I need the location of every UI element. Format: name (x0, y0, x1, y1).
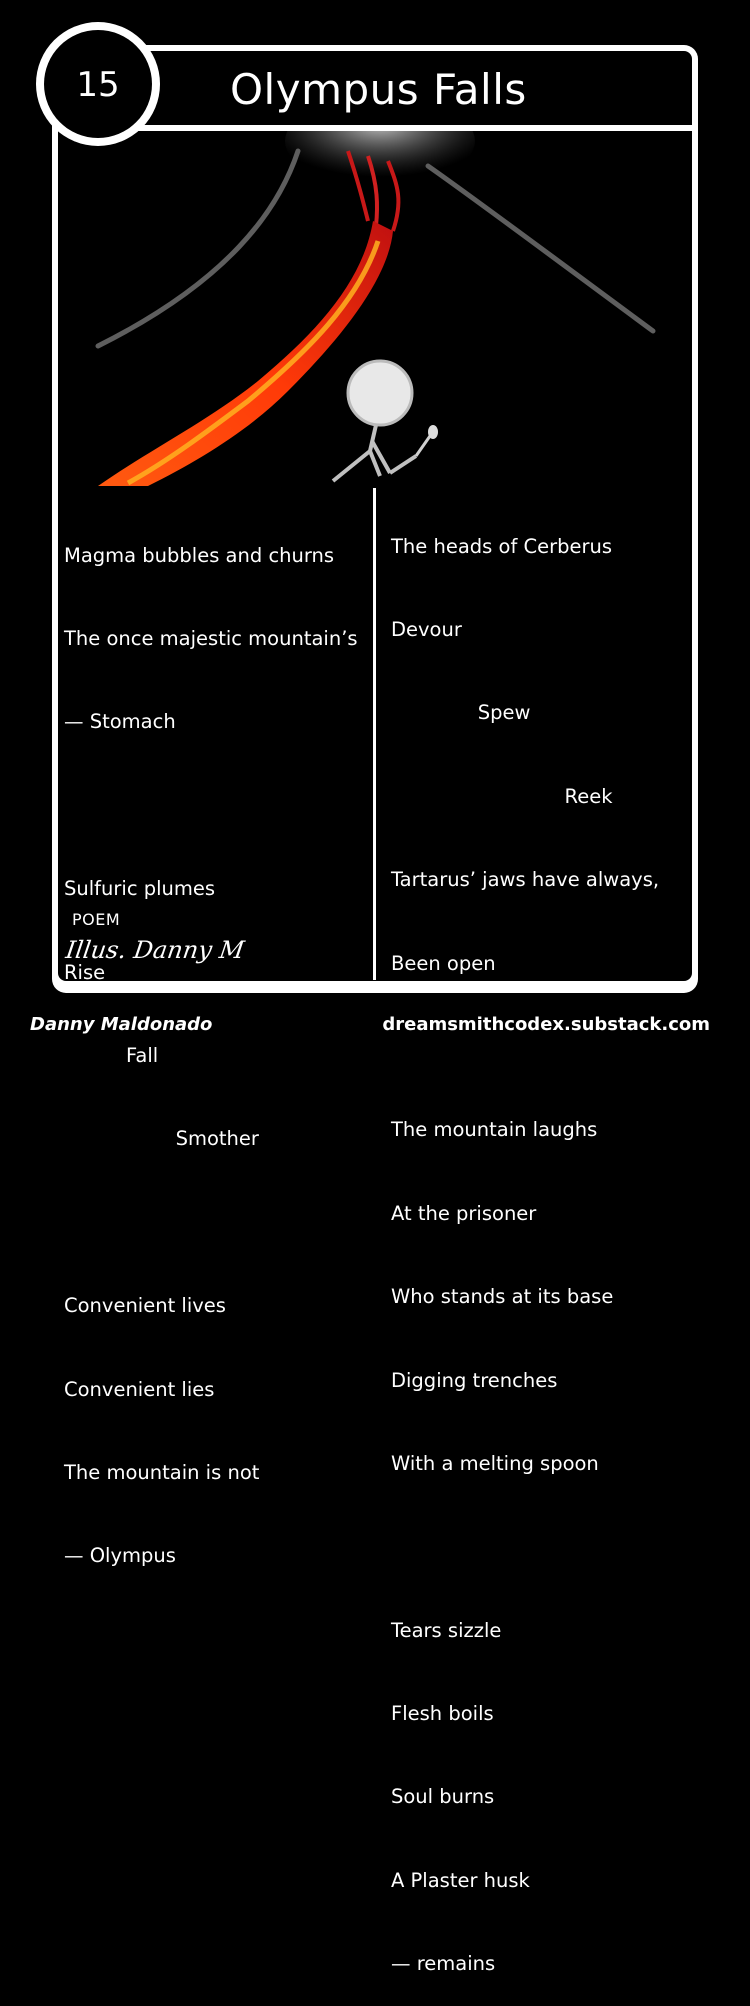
poem-line: Tartarus’ jaws have always, (391, 868, 660, 892)
author-name: Danny Maldonado (30, 1014, 213, 1035)
volcano-illustration (58, 131, 692, 491)
site-link[interactable]: dreamsmithcodex.substack.com (382, 1014, 710, 1035)
poem-line: Spew (391, 701, 531, 725)
card-number: 15 (76, 65, 120, 105)
poem-line (391, 1033, 687, 1061)
column-divider (373, 488, 376, 980)
illustrator-signature: Illus. Danny M (64, 936, 247, 964)
poem-line (391, 1533, 687, 1561)
poem-line: Sulfuric plumes (64, 877, 216, 901)
poem-line: The mountain laughs (391, 1118, 598, 1142)
poem-line: — Stomach (64, 710, 176, 734)
poem-line: Been open (391, 951, 496, 975)
poem-line: The mountain is not (64, 1460, 260, 1484)
poem-line: Convenient lives (64, 1294, 226, 1318)
figure-arm (372, 441, 390, 473)
poem-line: Soul burns (391, 1785, 495, 1809)
poem-line: Convenient lies (64, 1377, 215, 1401)
poem-line: Tears sizzle (391, 1618, 502, 1642)
poem-line: The heads of Cerberus (391, 534, 613, 558)
poem-left-column (64, 486, 369, 1598)
poem-line: — remains (391, 1952, 496, 1976)
figure-leg-left (333, 451, 370, 481)
poem-line: The once majestic mountain’s (64, 626, 358, 650)
mountain-right-slope (428, 166, 653, 331)
poem-line: A Plaster husk (391, 1868, 530, 1892)
poem-line: Digging trenches (391, 1368, 558, 1392)
poem-line (64, 792, 369, 820)
figure-arm-2 (390, 456, 416, 473)
poem-credit-label: POEM (72, 910, 121, 929)
poem-line: Flesh boils (391, 1702, 494, 1726)
poem-line: Smother (64, 1127, 259, 1151)
card-title: Olympus Falls (230, 65, 527, 114)
poem-line: Devour (391, 617, 462, 641)
poem-line: Magma bubbles and churns (64, 543, 335, 567)
poem-line: With a melting spoon (391, 1451, 599, 1475)
poem-line: Rise (64, 960, 106, 984)
lava-flow (98, 221, 393, 486)
spoon-bowl (428, 425, 438, 439)
mountain-left-slope (98, 151, 298, 346)
poem-line: — Olympus (64, 1544, 176, 1568)
poem-line (64, 1209, 369, 1237)
poem-line: Reek (391, 784, 613, 808)
figure-head (348, 361, 412, 425)
spoon-handle (416, 436, 430, 456)
poem-line: Fall (64, 1043, 159, 1067)
poem-line: At the prisoner (391, 1201, 537, 1225)
poem-line: Who stands at its base (391, 1285, 614, 1309)
poem-right-column (391, 477, 687, 2006)
